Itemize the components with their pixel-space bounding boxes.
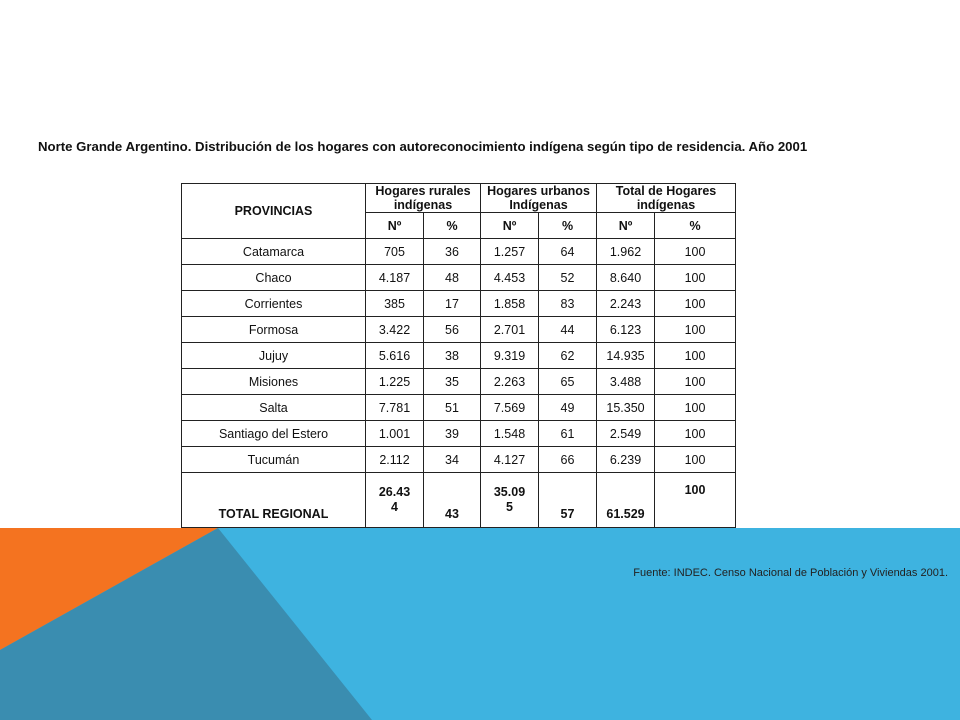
cell-total-pct: 100 xyxy=(655,265,736,291)
cell-urban-n: 2.701 xyxy=(481,317,539,343)
table-row xyxy=(182,395,736,421)
cell-total-label: TOTAL REGIONAL xyxy=(182,473,366,528)
cell-total-n: 6.123 xyxy=(597,317,655,343)
cell-total-urban-n: 35.095 xyxy=(481,473,539,528)
cell-rural-pct: 48 xyxy=(424,265,481,291)
cell-rural-pct: 34 xyxy=(424,447,481,473)
cell-total-total-pct: 100 xyxy=(655,473,736,528)
cell-total-n: 3.488 xyxy=(597,369,655,395)
cell-total-n: 15.350 xyxy=(597,395,655,421)
col-header-total-n: Nº xyxy=(597,213,655,239)
cell-rural-n: 1.001 xyxy=(366,421,424,447)
cell-urban-n: 9.319 xyxy=(481,343,539,369)
cell-total-urban-pct: 57 xyxy=(539,473,597,528)
cell-urban-n: 4.453 xyxy=(481,265,539,291)
table-row xyxy=(182,291,736,317)
cell-rural-pct: 39 xyxy=(424,421,481,447)
col-header-rural-n: Nº xyxy=(366,213,424,239)
col-header-urban-n: Nº xyxy=(481,213,539,239)
cell-province: Jujuy xyxy=(182,343,366,369)
cell-rural-pct: 36 xyxy=(424,239,481,265)
cell-rural-n: 4.187 xyxy=(366,265,424,291)
cell-urban-n: 1.858 xyxy=(481,291,539,317)
cell-total-n: 2.243 xyxy=(597,291,655,317)
households-table xyxy=(181,183,736,528)
col-header-rural-pct: % xyxy=(424,213,481,239)
cell-rural-pct: 17 xyxy=(424,291,481,317)
slide-title: Norte Grande Argentino. Distribución de los hogares con autoreconocimiento indígena según tipo de residencia. Año 2001 xyxy=(38,139,808,154)
col-header-total-pct: % xyxy=(655,213,736,239)
cell-urban-n: 7.569 xyxy=(481,395,539,421)
cell-rural-n: 5.616 xyxy=(366,343,424,369)
cell-urban-pct: 61 xyxy=(539,421,597,447)
total-group-header: Total de Hogares indígenas xyxy=(597,184,736,213)
cell-urban-n: 4.127 xyxy=(481,447,539,473)
table-row xyxy=(182,239,736,265)
cell-rural-n: 7.781 xyxy=(366,395,424,421)
cell-total-pct: 100 xyxy=(655,239,736,265)
cell-rural-pct: 38 xyxy=(424,343,481,369)
table-row xyxy=(182,317,736,343)
rural-group-header: Hogares rurales indígenas xyxy=(366,184,481,213)
cell-province: Formosa xyxy=(182,317,366,343)
provinces-header: PROVINCIAS xyxy=(182,184,366,239)
cell-urban-pct: 83 xyxy=(539,291,597,317)
cell-province: Salta xyxy=(182,395,366,421)
cell-urban-n: 2.263 xyxy=(481,369,539,395)
cell-province: Corrientes xyxy=(182,291,366,317)
cell-total-total-n: 61.529 xyxy=(597,473,655,528)
table-group-header-row xyxy=(182,184,736,213)
source-note: Fuente: INDEC. Censo Nacional de Población y Viviendas 2001. xyxy=(633,567,948,579)
cell-urban-pct: 49 xyxy=(539,395,597,421)
cell-province: Catamarca xyxy=(182,239,366,265)
cell-urban-pct: 62 xyxy=(539,343,597,369)
cell-total-n: 1.962 xyxy=(597,239,655,265)
cell-rural-n: 3.422 xyxy=(366,317,424,343)
cell-total-pct: 100 xyxy=(655,447,736,473)
cell-total-rural-n: 26.434 xyxy=(366,473,424,528)
table-row xyxy=(182,447,736,473)
cell-total-n: 2.549 xyxy=(597,421,655,447)
cell-rural-pct: 56 xyxy=(424,317,481,343)
cell-province: Tucumán xyxy=(182,447,366,473)
cell-total-pct: 100 xyxy=(655,421,736,447)
cell-total-n: 6.239 xyxy=(597,447,655,473)
urban-group-header: Hogares urbanos Indígenas xyxy=(481,184,597,213)
table-row xyxy=(182,369,736,395)
table-row xyxy=(182,343,736,369)
cell-total-pct: 100 xyxy=(655,291,736,317)
cell-province: Misiones xyxy=(182,369,366,395)
cell-rural-pct: 35 xyxy=(424,369,481,395)
cell-rural-pct: 51 xyxy=(424,395,481,421)
cell-province: Chaco xyxy=(182,265,366,291)
cell-urban-n: 1.257 xyxy=(481,239,539,265)
cell-total-rural-pct: 43 xyxy=(424,473,481,528)
cell-rural-n: 2.112 xyxy=(366,447,424,473)
cell-province: Santiago del Estero xyxy=(182,421,366,447)
cell-total-n: 14.935 xyxy=(597,343,655,369)
cell-urban-pct: 66 xyxy=(539,447,597,473)
table-row xyxy=(182,421,736,447)
cell-rural-n: 705 xyxy=(366,239,424,265)
cell-rural-n: 1.225 xyxy=(366,369,424,395)
cell-urban-pct: 44 xyxy=(539,317,597,343)
cell-total-pct: 100 xyxy=(655,395,736,421)
table-total-row xyxy=(182,473,736,528)
cell-urban-n: 1.548 xyxy=(481,421,539,447)
cell-total-pct: 100 xyxy=(655,317,736,343)
cell-total-pct: 100 xyxy=(655,343,736,369)
col-header-urban-pct: % xyxy=(539,213,597,239)
table-row xyxy=(182,265,736,291)
cell-urban-pct: 52 xyxy=(539,265,597,291)
cell-rural-n: 385 xyxy=(366,291,424,317)
cell-urban-pct: 65 xyxy=(539,369,597,395)
cell-total-n: 8.640 xyxy=(597,265,655,291)
cell-total-pct: 100 xyxy=(655,369,736,395)
cell-urban-pct: 64 xyxy=(539,239,597,265)
